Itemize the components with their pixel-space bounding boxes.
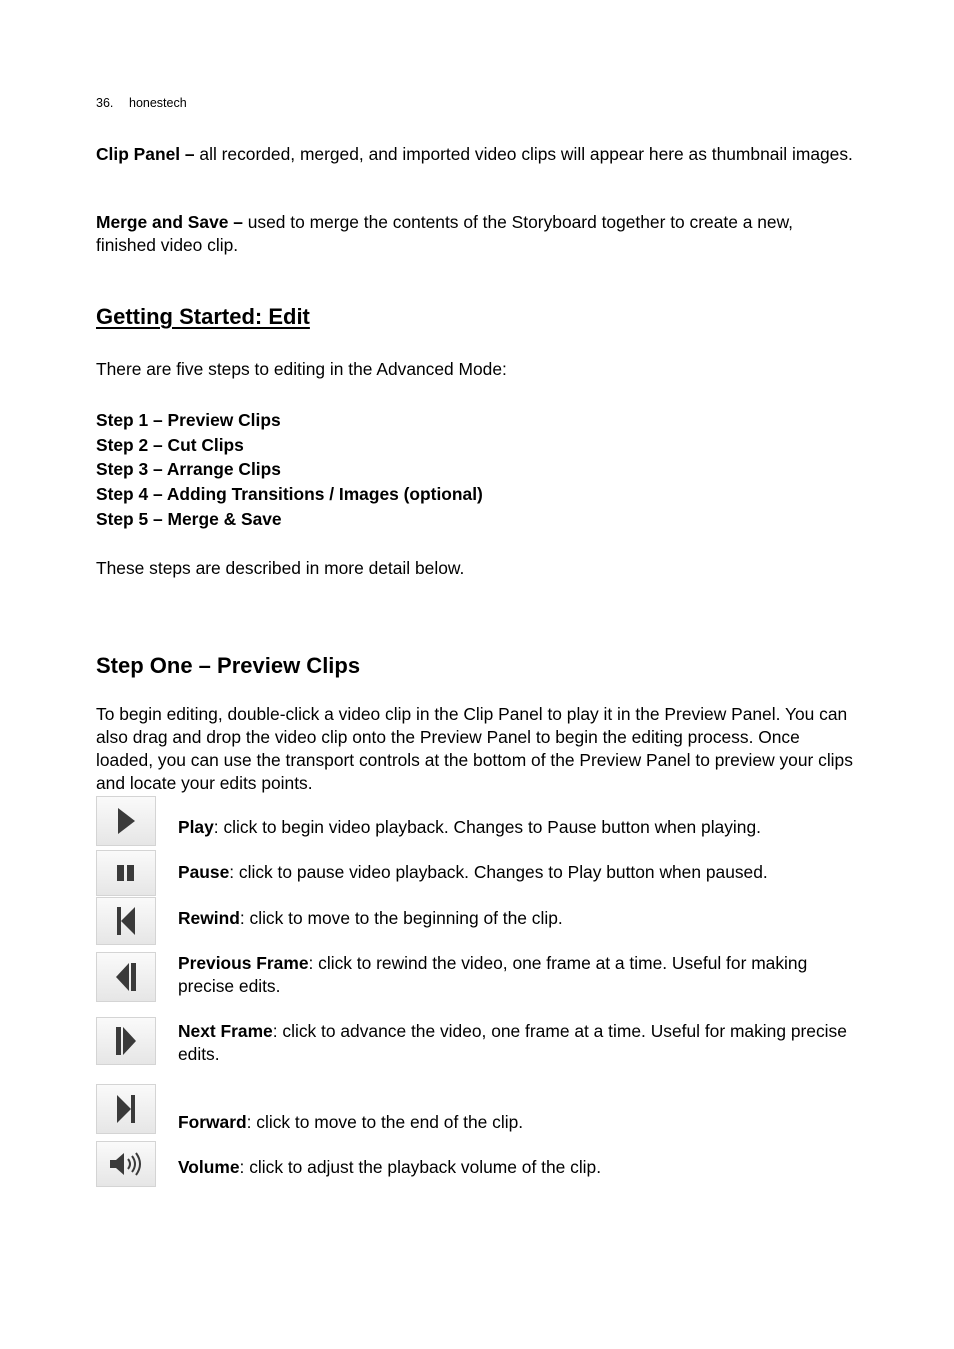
merge-save-term: Merge and Save – xyxy=(96,212,243,232)
control-text: : click to begin video playback. Changes to Pause button when playing. xyxy=(213,817,761,837)
play-icon xyxy=(96,796,156,846)
control-text: : click to move to the end of the clip. xyxy=(246,1112,524,1132)
clip-panel-text: all recorded, merged, and imported video clips will appear here as thumbnail images. xyxy=(194,144,853,164)
step-item: Step 5 – Merge & Save xyxy=(96,508,282,529)
control-rewind-description xyxy=(178,907,868,930)
control-term: Next Frame xyxy=(178,1021,273,1041)
step-item: Step 1 – Preview Clips xyxy=(96,410,281,430)
previous-frame-icon xyxy=(96,952,156,1002)
step-one-body: To begin editing, double-click a video clip in the Clip Panel to play it in the Preview Panel. You can also drag and drop the video clip onto the Preview Panel to begin the editing process. Once loaded, you can use the transport controls at the bottom of the Preview Panel to preview your clips and locate your edits points. xyxy=(96,704,853,793)
merge-save-text: used to merge the contents of the Storyboard together to create a new, finished video clip. xyxy=(96,212,794,255)
control-term: Play xyxy=(178,817,214,837)
control-term: Previous Frame xyxy=(178,953,309,973)
control-term: Rewind xyxy=(178,908,240,928)
clip-panel-description xyxy=(96,143,856,166)
control-text: : click to rewind the video, one frame at a time. Useful for making precise edits. xyxy=(178,953,808,996)
getting-started-intro: There are five steps to editing in the Advanced Mode: xyxy=(96,359,507,379)
control-term: Pause xyxy=(178,862,230,882)
next-frame-icon xyxy=(96,1017,156,1065)
control-term: Forward xyxy=(178,1112,247,1132)
control-previous-frame-description xyxy=(178,952,868,998)
control-volume-description xyxy=(178,1156,868,1179)
getting-started-outro: These steps are described in more detail below. xyxy=(96,558,465,578)
steps-list xyxy=(96,408,483,532)
control-play-description xyxy=(178,816,868,839)
merge-save-description xyxy=(96,211,856,257)
control-text: : click to pause video playback. Changes to Play button when paused. xyxy=(229,862,768,882)
clip-panel-term: Clip Panel – xyxy=(96,144,195,164)
brand-name: honestech xyxy=(129,96,187,110)
control-text: : click to advance the video, one frame at a time. Useful for making precise edits. xyxy=(178,1021,847,1064)
control-text: : click to adjust the playback volume of the clip. xyxy=(239,1157,602,1177)
control-term: Volume xyxy=(178,1157,240,1177)
getting-started-heading: Getting Started: Edit xyxy=(96,304,310,329)
page-header xyxy=(96,96,187,110)
step-item: Step 3 – Arrange Clips xyxy=(96,459,281,480)
pause-icon xyxy=(96,850,156,896)
rewind-icon xyxy=(96,897,156,945)
control-pause-description xyxy=(178,861,868,884)
step-one-heading: Step One – Preview Clips xyxy=(96,653,361,678)
control-forward-description xyxy=(178,1111,868,1134)
step-item: Step 4 – Adding Transitions / Images (optional) xyxy=(96,484,483,505)
volume-icon xyxy=(96,1141,156,1187)
page-number: 36. xyxy=(96,96,114,110)
control-text: : click to move to the beginning of the clip. xyxy=(239,908,563,928)
step-item: Step 2 – Cut Clips xyxy=(96,434,244,455)
forward-icon xyxy=(96,1084,156,1134)
control-next-frame-description xyxy=(178,1020,868,1066)
